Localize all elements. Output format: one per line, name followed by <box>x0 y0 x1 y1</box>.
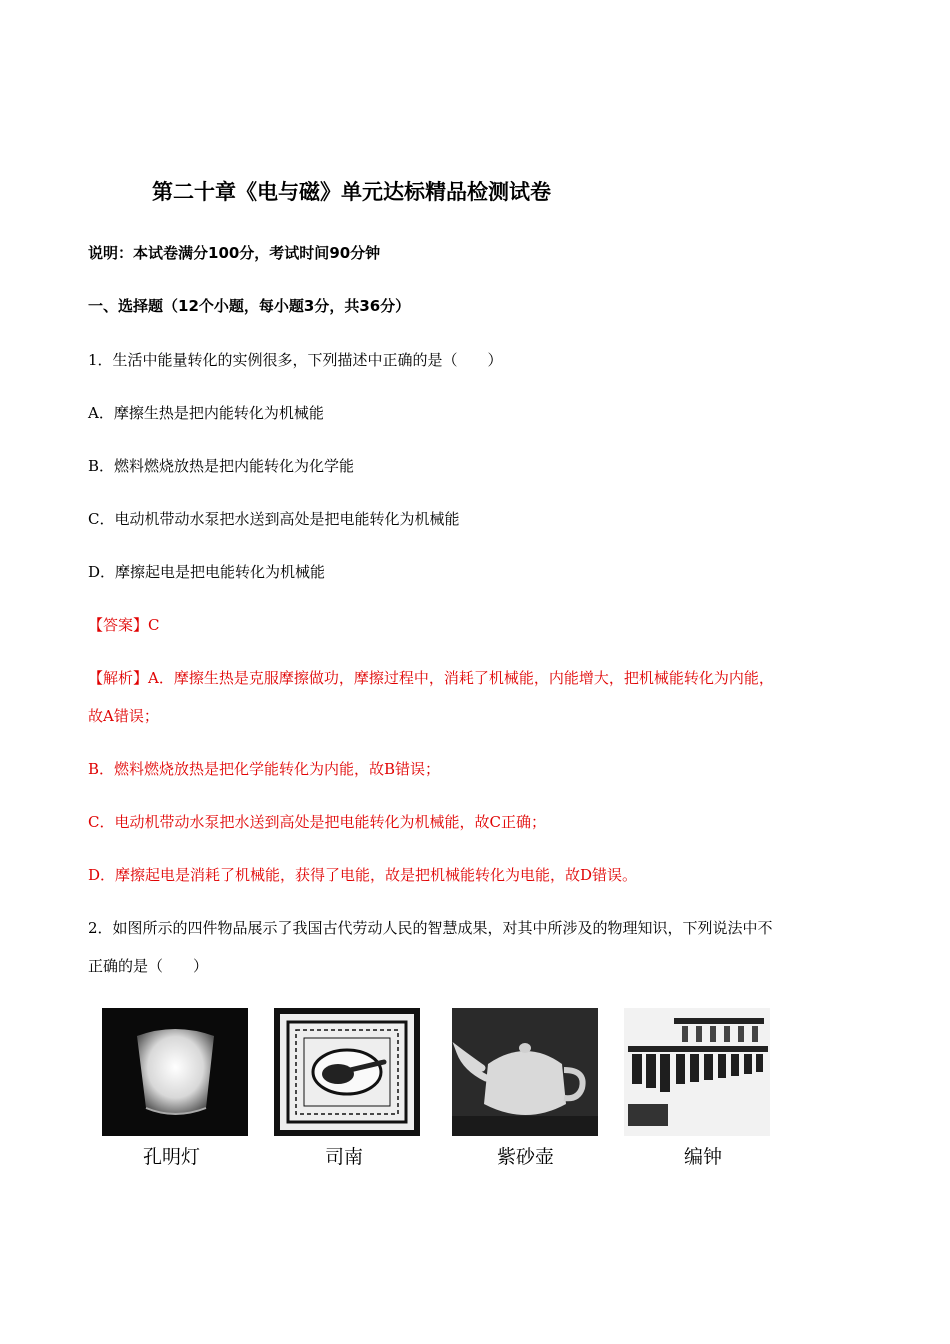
question-1-option-d: D．摩擦起电是把电能转化为机械能 <box>88 563 326 581</box>
analysis-line: C．电动机带动水泵把水送到高处是把电能转化为机械能，故C正确； <box>88 813 546 831</box>
figure-caption: 编钟 <box>684 1146 723 1168</box>
question-1-option-b: B．燃料燃烧放热是把内能转化为化学能 <box>88 457 355 475</box>
question-1-answer: 【答案】C <box>88 616 160 634</box>
analysis-line: D．摩擦起电是消耗了机械能，获得了电能，故是把机械能转化为电能，故D错误。 <box>88 866 638 884</box>
figure-caption: 孔明灯 <box>143 1146 201 1168</box>
teapot-icon <box>452 1008 598 1136</box>
question-1-stem: 1．生活中能量转化的实例很多，下列描述中正确的是（ ） <box>88 351 503 369</box>
question-1-option-a: A．摩擦生热是把内能转化为机械能 <box>88 404 324 422</box>
analysis-line: B．燃料燃烧放热是把化学能转化为内能，故B错误； <box>88 760 441 778</box>
section-heading: 一、选择题（12个小题，每小题3分，共36分） <box>88 297 411 315</box>
figure-caption: 紫砂壶 <box>497 1146 555 1168</box>
question-1-option-c: C．电动机带动水泵把水送到高处是把电能转化为机械能 <box>88 510 460 528</box>
question-2-stem: 正确的是（ ） <box>88 957 209 975</box>
analysis-line: 故A错误； <box>88 707 159 725</box>
exam-note: 说明：本试卷满分100分，考试时间90分钟 <box>88 244 381 262</box>
page-title: 第二十章《电与磁》单元达标精品检测试卷 <box>152 180 551 204</box>
figure-caption: 司南 <box>325 1146 364 1168</box>
sky-lantern-icon <box>102 1008 248 1136</box>
question-2-stem: 2．如图所示的四件物品展示了我国古代劳动人民的智慧成果，对其中所涉及的物理知识，下列说法中不 <box>88 919 773 937</box>
compass-spoon-icon <box>274 1008 420 1136</box>
chime-bells-icon <box>624 1008 770 1136</box>
analysis-line: 【解析】A．摩擦生热是克服摩擦做功，摩擦过程中，消耗了机械能，内能增大，把机械能转化为内能， <box>88 669 774 687</box>
